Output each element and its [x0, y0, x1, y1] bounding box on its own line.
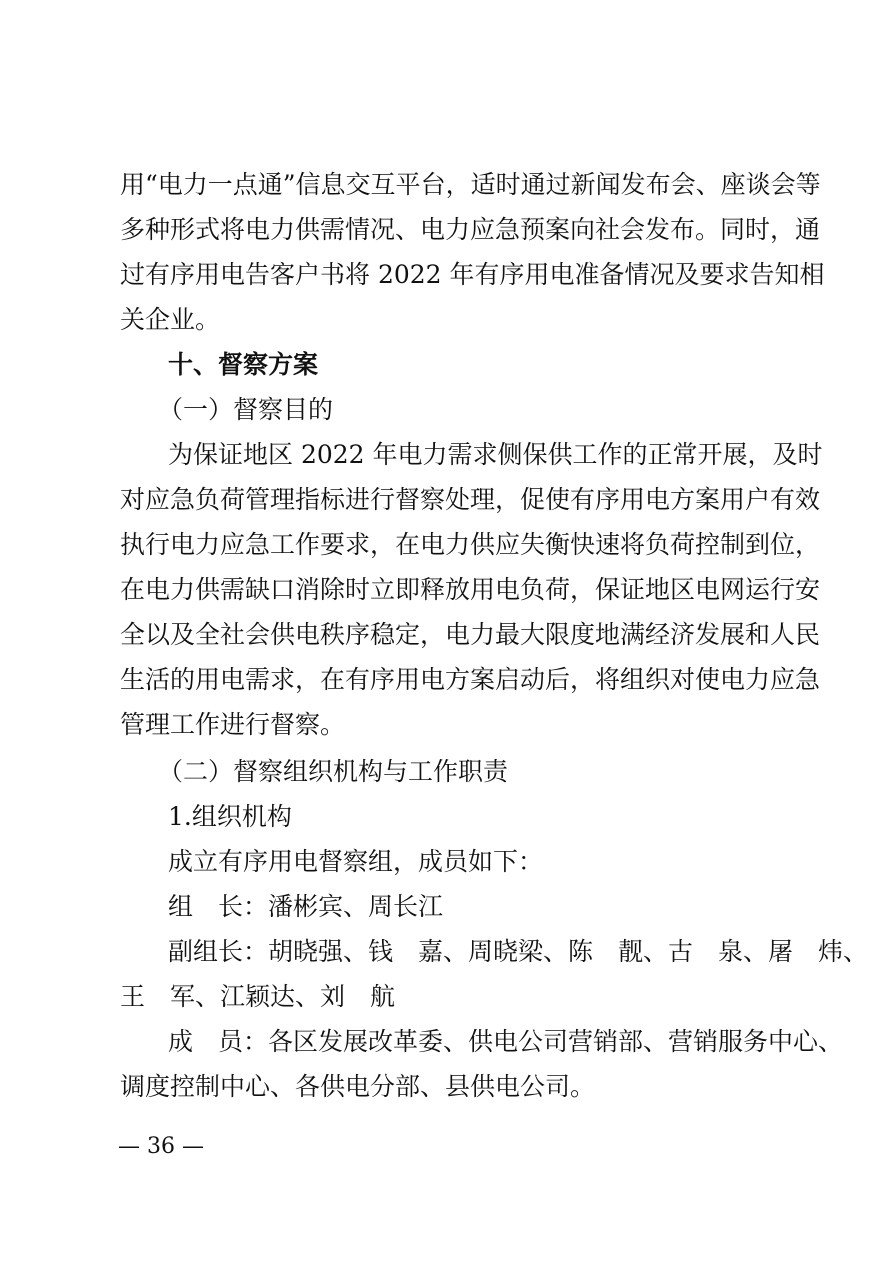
section-heading: 十、督察方案: [168, 350, 319, 379]
paragraph-line: 为保证地区 2022 年电力需求侧保供工作的正常开展，及时: [168, 440, 823, 469]
paragraph-line: 过有序用电告客户书将 2022 年有序用电准备情况及要求告知相: [120, 260, 825, 289]
paragraph-line: 管理工作进行督察。: [120, 710, 346, 739]
page-number: — 36 —: [118, 1134, 204, 1159]
member-line: 调度控制中心、各供电分部、县供电公司。: [120, 1072, 596, 1101]
paragraph-line: 用“电力一点通”信息交互平台，适时通过新闻发布会、座谈会等: [120, 170, 821, 199]
paragraph-line: 成立有序用电督察组，成员如下：: [168, 847, 544, 876]
paragraph-line: 对应急负荷管理指标进行督察处理，促使有序用电方案用户有效: [120, 485, 821, 514]
paragraph-line: 执行电力应急工作要求，在电力供应失衡快速将负荷控制到位，: [120, 530, 821, 559]
member-line: 王 军、江颖达、刘 航: [120, 982, 396, 1011]
subsection-heading: （一）督察目的: [158, 395, 334, 424]
paragraph-line: 生活的用电需求，在有序用电方案启动后，将组织对使电力应急: [120, 665, 821, 694]
item-heading: 1.组织机构: [168, 802, 292, 831]
paragraph-line: 多种形式将电力供需情况、电力应急预案向社会发布。同时，通: [120, 215, 821, 244]
member-line: 成 员：各区发展改革委、供电公司营销部、营销服务中心、: [168, 1027, 844, 1056]
paragraph-line: 在电力供需缺口消除时立即释放用电负荷，保证地区电网运行安: [120, 575, 821, 604]
paragraph-line: 关企业。: [120, 305, 221, 334]
paragraph-line: 全以及全社会供电秩序稳定，电力最大限度地满经济发展和人民: [120, 620, 821, 649]
subsection-heading: （二）督察组织机构与工作职责: [158, 757, 509, 786]
member-line: 副组长：胡晓强、钱 嘉、周晓梁、陈 靓、古 泉、屠 炜、: [168, 937, 869, 966]
member-line: 组 长：潘彬宾、周长江: [168, 892, 444, 921]
